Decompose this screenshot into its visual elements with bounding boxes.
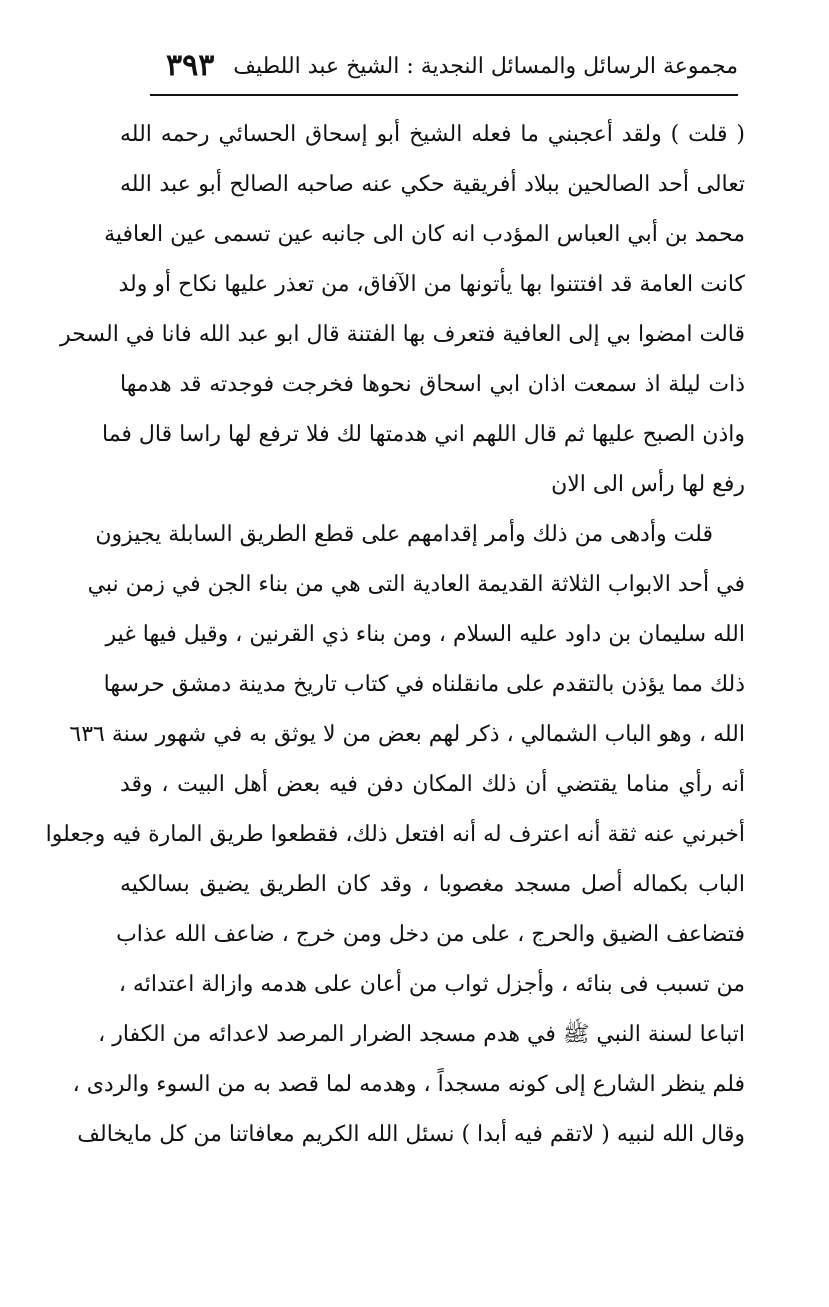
text-line: أخبرني عنه ثقة أنه اعترف له أنه افتعل ذلك، فقطعوا طريق المارة فيه وجعلوا	[45, 822, 745, 847]
text-line: قالت امضوا بي إلى العافية فتعرف بها الفتنة قال ابو عبد الله فانا في السحر	[60, 322, 745, 347]
text-line: ( قلت ) ولقد أعجبني ما فعله الشيخ أبو إسحاق الحسائي رحمه الله	[120, 122, 745, 147]
text-line: الله سليمان بن داود عليه السلام ، ومن بناء ذي القرنين ، وقيل فيها غير	[105, 622, 745, 647]
text-line: ذات ليلة اذ سمعت اذان ابي اسحاق نحوها فخرجت فوجدته قد هدمها	[120, 372, 745, 397]
text-line: واذن الصبح عليها ثم قال اللهم اني هدمتها لك فلا ترفع لها راسا قال فما	[102, 422, 745, 447]
text-line: قلت وأدهى من ذلك وأمر إقدامهم على قطع الطريق السابلة يجيزون	[95, 522, 713, 547]
text-line: الباب بكماله أصل مسجد مغصوبا ، وقد كان الطريق يضيق بسالكيه	[120, 872, 745, 897]
text-line: في أحد الابواب الثلاثة القديمة العادية التى هي من بناء الجن في زمن نبي	[87, 572, 745, 597]
body-text	[45, 110, 745, 1160]
page-number: ٣٩٣	[166, 48, 215, 83]
text-line: رفع لها رأس الى الان	[551, 472, 745, 497]
text-line: فلم ينظر الشارع إلى كونه مسجداً ، وهدمه لما قصد به من السوء والردى ،	[72, 1072, 745, 1097]
text-line: ذلك مما يؤذن بالتقدم على مانقلناه في كتاب تاريخ مدينة دمشق حرسها	[103, 672, 745, 697]
page-header	[150, 44, 738, 94]
running-title: مجموعة الرسائل والمسائل النجدية : الشيخ عبد اللطيف	[233, 54, 738, 79]
text-line: كانت العامة قد افتتنوا بها يأتونها من الآفاق، من تعذر عليها نكاح أو ولد	[118, 272, 745, 297]
text-line: محمد بن أبي العباس المؤدب انه كان الى جانبه عين تسمى عين العافية	[104, 222, 745, 247]
paragraph	[45, 510, 745, 1160]
text-line: من تسبب فى بنائه ، وأجزل ثواب من أعان على هدمه وازالة اعتدائه ،	[118, 972, 745, 997]
paragraph	[60, 110, 745, 510]
text-line: الله ، وهو الباب الشمالي ، ذكر لهم بعض من لا يوثق به في شهور سنة ٦٣٦	[69, 722, 745, 747]
text-line: أنه رأي مناما يقتضي أن ذلك المكان دفن فيه بعض أهل البيت ، وقد	[120, 772, 745, 797]
text-line: فتضاعف الضيق والحرج ، على من دخل ومن خرج ، ضاعف الله عذاب	[116, 922, 745, 947]
text-line: اتباعا لسنة النبي ﷺ في هدم مسجد الضرار المرصد لاعدائه من الكفار ،	[98, 1022, 745, 1047]
text-line: وقال الله لنبيه ( لاتقم فيه أبدا ) نسئل الله الكريم معافاتنا من كل مايخالف	[77, 1122, 745, 1147]
header-rule	[150, 94, 738, 96]
text-line: تعالى أحد الصالحين ببلاد أفريقية حكي عنه صاحبه الصالح أبو عبد الله	[120, 172, 745, 197]
